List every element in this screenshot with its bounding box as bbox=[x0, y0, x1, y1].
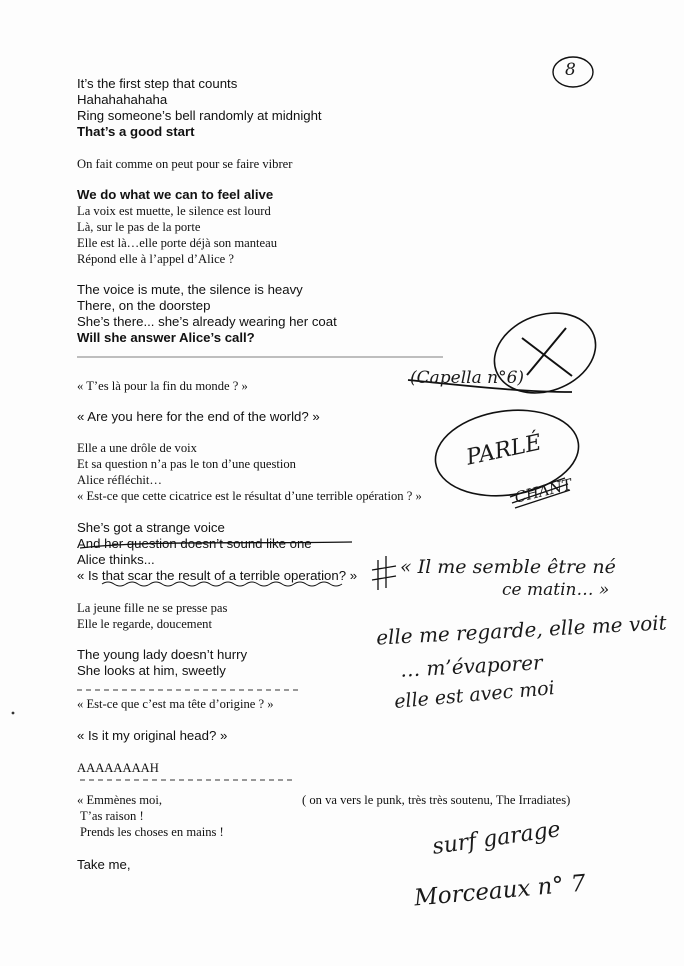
line-voix-muette: La voix est muette, le silence est lourd bbox=[77, 204, 271, 218]
line-aaaaah: AAAAAAAAH bbox=[77, 761, 159, 775]
handwritten-evaporer: … m’évaporer bbox=[399, 650, 544, 682]
line-hahaha: Hahahahahaha bbox=[77, 92, 168, 107]
line-strange-voice: She’s got a strange voice bbox=[77, 520, 225, 535]
line-doorstep: There, on the doorstep bbox=[77, 298, 211, 313]
page-number: 8 bbox=[565, 60, 576, 80]
line-feel-alive: We do what we can to feel alive bbox=[77, 187, 274, 202]
handwritten-quote-2: ce matin… » bbox=[502, 580, 610, 600]
line-sa-question: Et sa question n’a pas le ton d’une question bbox=[77, 457, 296, 471]
line-question-one: And her question doesn’t sound like one bbox=[77, 536, 312, 551]
line-repond-elle: Répond elle à l’appel d’Alice ? bbox=[77, 252, 235, 266]
handwritten-quote-1: « Il me semble être né bbox=[400, 556, 616, 578]
x-circle bbox=[483, 300, 607, 407]
line-pas-porte: Là, sur le pas de la porte bbox=[77, 220, 201, 234]
line-cicatrice: « Est-ce que cette cicatrice est le résultat d’une terrible opération ? » bbox=[77, 489, 422, 503]
x-mark bbox=[522, 328, 572, 376]
line-take-me: Take me, bbox=[77, 857, 131, 872]
line-ring-bell: Ring someone’s bell randomly at midnight bbox=[77, 108, 322, 123]
line-tete-origine: « Est-ce que c’est ma tête d’origine ? » bbox=[77, 697, 274, 711]
line-good-start: That’s a good start bbox=[77, 124, 195, 139]
line-elle-le-regarde: Elle le regarde, doucement bbox=[77, 617, 212, 631]
handwritten-chant: CHANT bbox=[512, 475, 574, 507]
handwritten-morceaux: Morceaux n° 7 bbox=[413, 870, 587, 912]
line-coat: She’s there... she’s already wearing her coat bbox=[77, 314, 337, 329]
line-alice-thinks: Alice thinks... bbox=[77, 552, 155, 567]
arrow-mark bbox=[372, 556, 396, 590]
line-scar-operation: « Is that scar the result of a terrible operation? » bbox=[77, 568, 358, 583]
line-fin-du-monde: « T’es là pour la fin du monde ? » bbox=[77, 379, 248, 393]
line-young-lady: The young lady doesn’t hurry bbox=[77, 647, 248, 662]
handwritten-surf-garage: surf garage bbox=[430, 817, 563, 860]
line-alice-reflechit: Alice réfléchit… bbox=[77, 473, 162, 487]
line-jeune-fille: La jeune fille ne se presse pas bbox=[77, 601, 228, 615]
line-elle-est-la: Elle est là…elle porte déjà son manteau bbox=[77, 236, 278, 250]
line-tas-raison: T’as raison ! bbox=[80, 809, 144, 823]
line-on-fait: On fait comme on peut pour se faire vibrer bbox=[77, 157, 293, 171]
line-end-of-world: « Are you here for the end of the world? » bbox=[77, 409, 320, 424]
line-voice-mute: The voice is mute, the silence is heavy bbox=[77, 282, 303, 297]
line-punk-note: ( on va vers le punk, très très soutenu, The Irradiates) bbox=[302, 793, 571, 807]
margin-dot bbox=[12, 712, 15, 715]
handwritten-parle: PARLÉ bbox=[464, 430, 544, 471]
line-first-step: It’s the first step that counts bbox=[77, 76, 238, 91]
line-drole-de-voix: Elle a une drôle de voix bbox=[77, 441, 197, 455]
line-emmenes-moi: « Emmènes moi, bbox=[77, 793, 162, 807]
handwritten-capella: (Capella n°6) bbox=[410, 368, 525, 388]
line-looks-sweetly: She looks at him, sweetly bbox=[77, 663, 226, 678]
line-prends-choses: Prends les choses en mains ! bbox=[80, 825, 224, 839]
line-answer-call: Will she answer Alice’s call? bbox=[77, 330, 255, 345]
handwritten-regarde: elle me regarde, elle me voit bbox=[375, 610, 668, 650]
line-original-head: « Is it my original head? » bbox=[77, 728, 228, 743]
handwritten-avec-moi: elle est avec moi bbox=[393, 677, 556, 713]
